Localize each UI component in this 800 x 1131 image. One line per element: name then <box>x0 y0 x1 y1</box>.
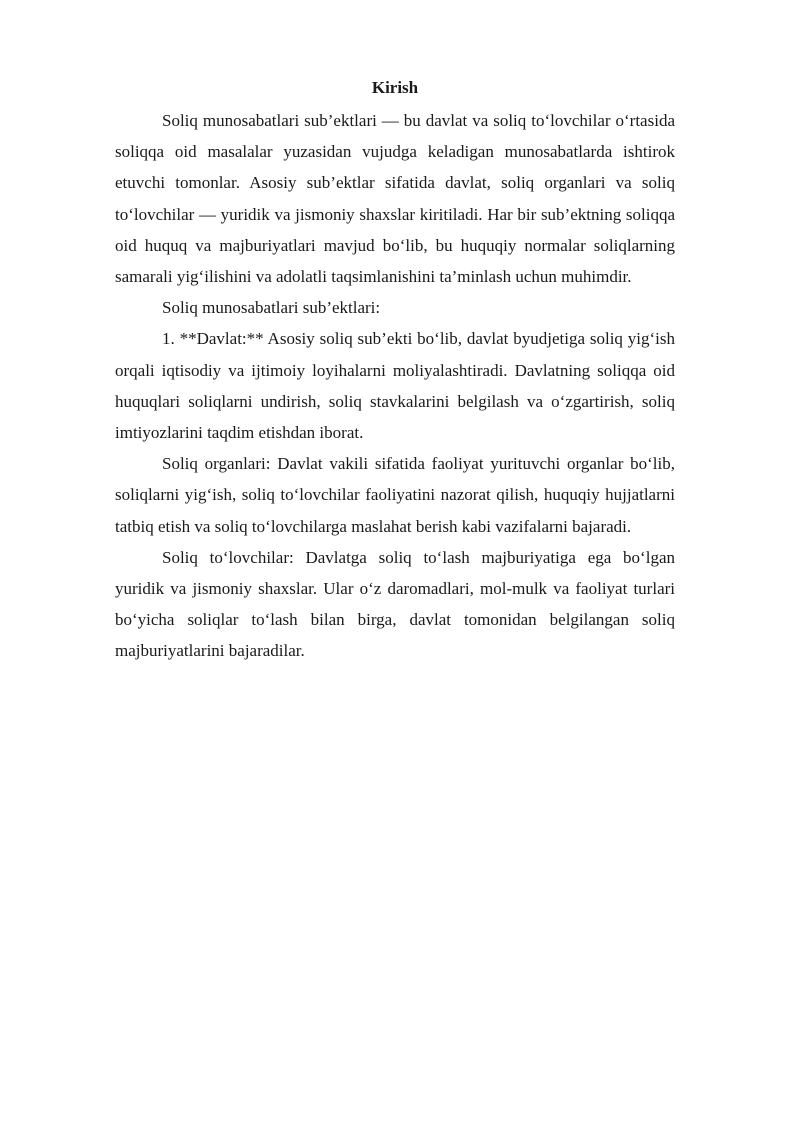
subjects-heading-paragraph: Soliq munosabatlari sub’ektlari: <box>162 298 381 318</box>
intro-paragraph: Soliq munosabatlari sub’ektlari — bu davlat va soliq to‘lovchilar o‘rtasida soliqqa oid masalalar yuzasidan vujudga keladigan munosabatlarda ishtirok etuvchi tomonlar. Asosiy sub’ektlar sifatida davlat, soliq organlari va soliq to‘lovchilar — yuridik va jismoniy shaxslar kiritiladi. Har bir sub’ektning soliqqa oid huquq va majburiyatlari mavjud bo‘lib, bu huquqiy normalar soliqlarning samarali yig‘ilishini va adolatli taqsimlanishini ta’minlash uchun muhimdir. <box>115 111 675 287</box>
state-paragraph: 1. **Davlat:** Asosiy soliq sub’ekti bo‘lib, davlat byudjetiga soliq yig‘ish orqali iqtisodiy va ijtimoiy loyihalarni moliyalashtiradi. Davlatning soliqqa oid huquqlari soliqlarni undirish, soliq stavkalarini belgilash va o‘zgartirish, soliq imtiyozlarini taqdim etishdan iborat. <box>115 329 675 443</box>
tax-authorities-paragraph: Soliq organlari: Davlat vakili sifatida faoliyat yurituvchi organlar bo‘lib, soliqlarni yig‘ish, soliq to‘lovchilar faoliyatini nazorat qilish, huquqiy hujjatlarni tatbiq etish va soliq to‘lovchilarga maslahat berish kabi vazifalarni bajaradi. <box>115 454 675 536</box>
document-page <box>115 74 675 667</box>
page-title: Kirish <box>371 78 419 97</box>
taxpayers-paragraph: Soliq to‘lovchilar: Davlatga soliq to‘lash majburiyatiga ega bo‘lgan yuridik va jismoniy shaxslar. Ular o‘z daromadlari, mol-mulk va faoliyat turlari bo‘yicha soliqlar to‘lash bilan birga, davlat tomonidan belgilangan soliq majburiyatlarini bajaradilar. <box>115 547 675 661</box>
